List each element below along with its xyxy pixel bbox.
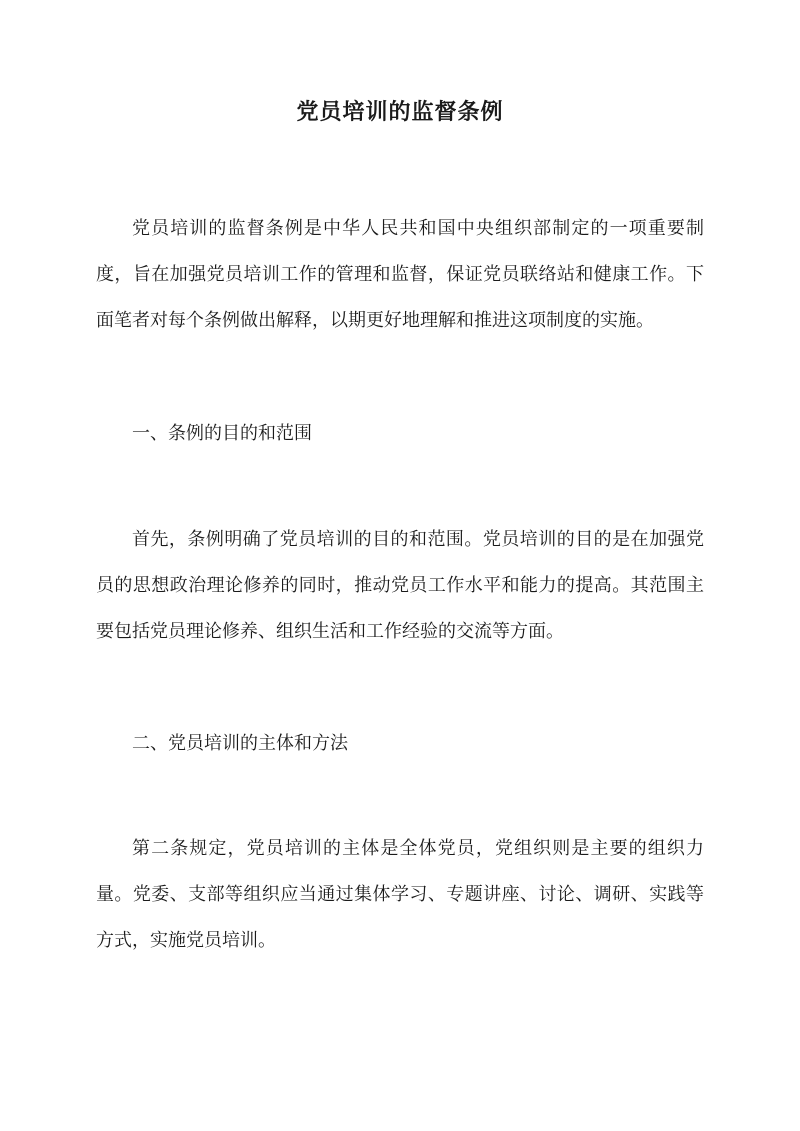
section-body-1: 首先，条例明确了党员培训的目的和范围。党员培训的目的是在加强党员的思想政治理论修养的同时，推动党员工作水平和能力的提高。其范围主要包括党员理论修养、组织生活和工作经验的交流等方面。 xyxy=(96,529,704,642)
section-body-2: 第二条规定，党员培训的主体是全体党员，党组织则是主要的组织力量。党委、支部等组织应当通过集体学习、专题讲座、讨论、调研、实践等方式，实施党员培训。 xyxy=(96,838,704,951)
section-heading-1: 一、条例的目的和范围 xyxy=(132,423,312,444)
document-title: 党员培训的监督条例 xyxy=(296,99,504,125)
section-heading-2: 二、党员培训的主体和方法 xyxy=(132,733,348,754)
intro-paragraph: 党员培训的监督条例是中华人民共和国中央组织部制定的一项重要制度，旨在加强党员培训工作的管理和监督，保证党员联络站和健康工作。下面笔者对每个条例做出解释，以期更好地理解和推进这项制度的实施。 xyxy=(96,218,704,331)
